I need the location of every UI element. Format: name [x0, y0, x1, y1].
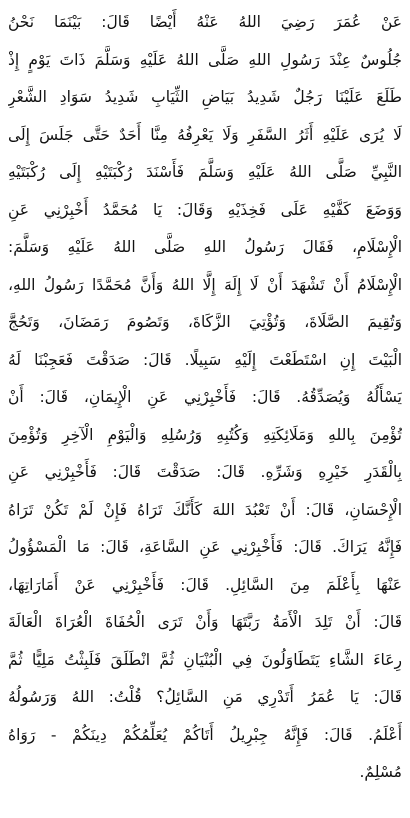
- hadith-text-block: [8, 4, 402, 792]
- text-line: النَّبِيِّ صَلَّى اللهُ عَلَيْهِ وَسَلَّمَ فَأَسْنَدَ رُكْبَتَيْهِ إِلَى رُكْبَتَيْهِ: [8, 163, 402, 181]
- text-line: بِالْقَدَرِ خَيْرِهِ وَشَرِّهِ. قَالَ: صَدَقْتَ قَالَ: فَأَخْبِرْنِي عَنِ: [8, 463, 402, 481]
- text-line: الْبَيْتَ إِنِ اسْتَطَعْتَ إِلَيْهِ سَبِيلًا. قَالَ: صَدَقْتَ فَعَجِبْنَا لَهُ: [8, 350, 402, 369]
- text-line: طَلَعَ عَلَيْنَا رَجُلٌ شَدِيدُ بَيَاضِ الثِّيَابِ شَدِيدُ سَوَادِ الشَّعْرِ: [8, 88, 402, 106]
- text-line: قَالَ: يَا عُمَرُ أَتَدْرِي مَنِ السَّائِلُ؟ قُلْتُ: اللهُ وَرَسُولُهُ: [8, 688, 402, 706]
- text-line: الْإِسْلَامِ، فَقَالَ رَسُولُ اللهِ صَلَّى اللهُ عَلَيْهِ وَسَلَّمَ:: [8, 238, 402, 256]
- text-line: وَتُقِيمَ الصَّلَاةَ، وَتُؤْتِيَ الزَّكَاةَ، وَتَصُومَ رَمَضَانَ، وَتَحُجَّ: [8, 313, 402, 331]
- text-line: جُلُوسٌ عِنْدَ رَسُولِ اللهِ صَلَّى اللهُ عَلَيْهِ وَسَلَّمَ ذَاتَ يَوْمٍ إِذْ: [8, 50, 402, 69]
- text-line: الْإِحْسَانِ، قَالَ: أَنْ تَعْبُدَ اللهَ كَأَنَّكَ تَرَاهُ فَإِنْ لَمْ تَكُنْ تَرَاهُ: [8, 500, 402, 519]
- text-line: وَوَضَعَ كَفَّيْهِ عَلَى فَخِذَيْهِ وَقَالَ: يَا مُحَمَّدُ أَخْبِرْنِي عَنِ: [8, 200, 402, 219]
- text-line: الْإِسْلَامُ أَنْ تَشْهَدَ أَنْ لَا إِلَهَ إِلَّا اللهُ وَأَنَّ مُحَمَّدًا رَسُولُ اللهِ،: [8, 275, 402, 294]
- text-line: قَالَ: أَنْ تَلِدَ الْأَمَةُ رَبَّتَهَا وَأَنْ تَرَى الْحُفَاةَ الْعُرَاةَ الْعَالَةَ: [8, 613, 402, 631]
- text-line: عَنْهَا بِأَعْلَمَ مِنَ السَّائِلِ. قَالَ: فَأَخْبِرْنِي عَنْ أَمَارَاتِهَا،: [8, 575, 402, 594]
- text-line: رِعَاءَ الشَّاءِ يَتَطَاوَلُونَ فِي الْبُنْيَانِ ثُمَّ انْطَلَقَ فَلَبِثْتُ مَلِيًّا ثُمَّ: [8, 650, 402, 669]
- text-line: يَسْأَلُهُ وَيُصَدِّقُهُ. قَالَ: فَأَخْبِرْنِي عَنِ الْإِيمَانِ، قَالَ: أَنْ: [8, 388, 402, 406]
- text-line: فَإِنَّهُ يَرَاكَ. قَالَ: فَأَخْبِرْنِي عَنِ السَّاعَةِ، قَالَ: مَا الْمَسْؤُولُ: [8, 538, 402, 556]
- text-line: عَنْ عُمَرَ رَضِيَ اللهُ عَنْهُ أَيْضًا قَالَ: بَيْنَمَا نَحْنُ: [8, 13, 402, 31]
- text-line: مُسْلِمٌ.: [359, 763, 402, 781]
- text-line: تُؤْمِنَ بِاللهِ وَمَلَائِكَتِهِ وَكُتُبِهِ وَرُسُلِهِ وَالْيَوْمِ الْآخِرِ وَتُؤْمِنَ: [8, 425, 402, 444]
- text-line: أَعْلَمُ. قَالَ: فَإِنَّهُ جِبْرِيلُ أَتَاكُمْ يُعَلِّمُكُمْ دِينَكُمْ - رَوَاهُ: [8, 725, 402, 744]
- text-line: لَا يُرَى عَلَيْهِ أَثَرُ السَّفَرِ وَلَا يَعْرِفُهُ مِنَّا أَحَدٌ حَتَّى جَلَسَ إِلَى: [8, 125, 402, 144]
